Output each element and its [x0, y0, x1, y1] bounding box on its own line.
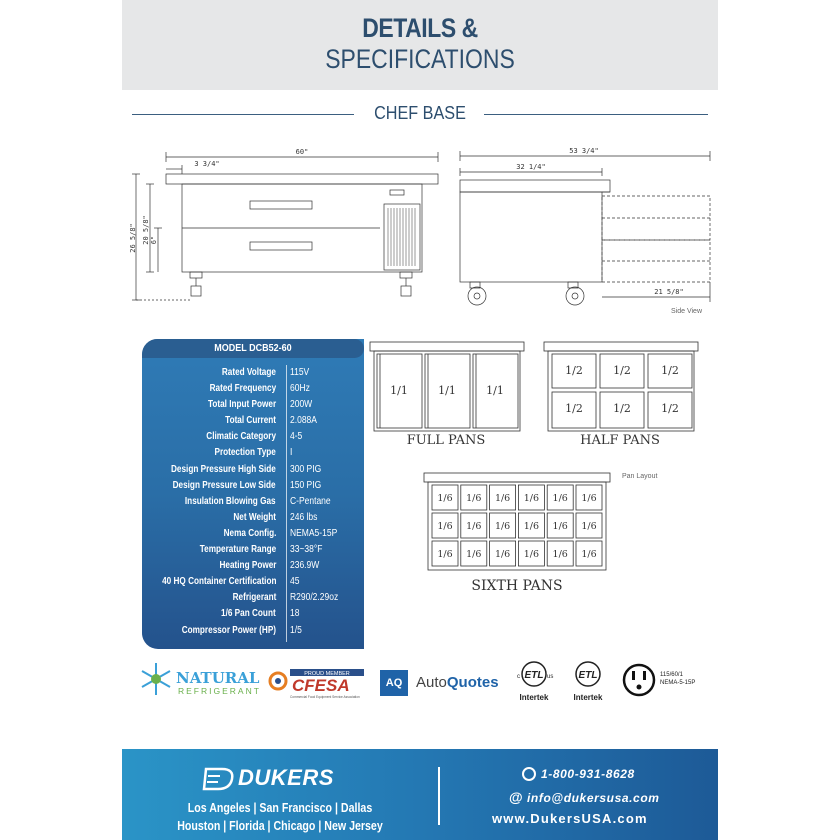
spec-label: Insulation Blowing Gas: [185, 495, 276, 507]
pan-half-cell: 1/2: [613, 364, 631, 377]
spec-label: Net Weight: [233, 511, 276, 523]
footer-banner: [122, 749, 718, 840]
dim-drawer-ext: 21 5/8": [654, 288, 684, 296]
pan-sixth-cell: 1/6: [523, 493, 540, 504]
pan-sixth-cell: 1/6: [523, 521, 540, 532]
model-header: MODEL DCB52-60: [142, 339, 364, 358]
pan-sixth-cell: 1/6: [581, 521, 597, 532]
pan-sixth-cell: 1/6: [466, 521, 482, 532]
cfesa-sub: Commercial Food Equipment Service Association: [290, 695, 360, 699]
pan-sixth-cell: 1/6: [466, 493, 482, 504]
spec-value: 33~38°F: [290, 544, 323, 556]
pan-half-cell: 1/2: [565, 364, 583, 377]
pan-layout-label: Pan Layout: [622, 473, 658, 480]
dim-width: 60": [295, 148, 309, 156]
spec-row: [142, 592, 364, 608]
autoquotes-text-2: Quotes: [446, 674, 499, 691]
spec-label: Design Pressure High Side: [171, 463, 276, 475]
footer-divider: [438, 767, 440, 825]
pan-full-cell: 1/1: [390, 384, 408, 397]
spec-value: 4-5: [290, 431, 303, 443]
natural-text: NATURAL: [176, 669, 260, 687]
spec-row: [142, 625, 364, 641]
pan-sixth-cell: 1/6: [581, 493, 597, 504]
pan-full-cell: 1/1: [438, 384, 456, 397]
spec-label: Temperature Range: [199, 544, 276, 556]
pan-half-cell: 1/2: [661, 364, 679, 377]
spec-row: [142, 447, 364, 463]
phone-icon: [522, 767, 536, 781]
etl-mark: ETL: [524, 670, 544, 681]
phone-number[interactable]: 1-800-931-8628: [541, 767, 635, 781]
title-line-1: DETAILS &: [362, 13, 478, 43]
spec-value: NEMA5-15P: [290, 527, 338, 539]
spec-value: 1/5: [290, 624, 302, 636]
pan-half-cell: 1/2: [613, 402, 631, 415]
pan-sixth-cell: 1/6: [437, 493, 453, 504]
etl-us: us: [547, 674, 554, 680]
header-banner: [122, 0, 718, 90]
etl-logo-1: [512, 657, 558, 707]
dukers-brand: DUKERS: [238, 765, 334, 790]
spec-value: 60Hz: [290, 383, 310, 395]
title-line-2: SPECIFICATIONS: [325, 44, 515, 74]
spec-value: 200W: [290, 399, 313, 411]
email-address[interactable]: info@dukersusa.com: [527, 791, 660, 805]
spec-row: [142, 608, 364, 624]
spec-sheet: [122, 0, 718, 840]
etl-c: c: [517, 674, 520, 680]
spec-row: [142, 512, 364, 528]
dim-depth-total: 53 3/4": [569, 147, 599, 155]
spec-label: Design Pressure Low Side: [173, 479, 276, 491]
pan-half-drawing: [542, 340, 702, 452]
spec-row: [142, 399, 364, 415]
spec-row: [142, 464, 364, 480]
spec-rows: [142, 367, 364, 641]
side-view-drawing: [454, 140, 716, 310]
spec-row: [142, 544, 364, 560]
pan-sixth-cell: 1/6: [494, 521, 511, 532]
spec-label: 1/6 Pan Count: [221, 608, 276, 620]
spec-value: 246 lbs: [290, 511, 318, 523]
certification-logos: [122, 655, 718, 715]
spec-row: [142, 560, 364, 576]
spec-row: [142, 431, 364, 447]
dim-height-body: 20 5/8": [142, 215, 150, 245]
section-title: CHEF BASE: [374, 103, 466, 123]
dim-depth-body: 32 1/4": [516, 163, 546, 171]
dim-height-total: 26 5/8": [129, 223, 137, 253]
spec-value: C-Pentane: [290, 495, 331, 507]
dim-height-legs: 6": [150, 235, 158, 245]
spec-label: Refrigerant: [232, 592, 276, 604]
nema-plug-icon: [622, 661, 712, 701]
pan-sixth-cell: 1/6: [552, 493, 568, 504]
pan-sixth-caption: SIXTH PANS: [471, 578, 563, 594]
spec-row: [142, 367, 364, 383]
autoquotes-text-1: Auto: [416, 674, 447, 691]
pan-full-cell: 1/1: [486, 384, 504, 397]
front-view-drawing: [129, 140, 442, 315]
dukers-logo-icon: [202, 765, 238, 793]
side-view-label: Side View: [671, 308, 703, 315]
cfesa-logo: [268, 667, 368, 703]
spec-row: [142, 496, 364, 512]
plug-rating: 115/60/1: [660, 672, 683, 678]
pan-full-drawing: [368, 340, 528, 452]
pan-half-cell: 1/2: [565, 402, 583, 415]
pan-sixth-cell: 1/6: [552, 549, 568, 560]
spec-label: Heating Power: [219, 560, 276, 572]
spec-value: 45: [290, 576, 300, 588]
spec-label: Protection Type: [214, 447, 276, 459]
spec-row: [142, 528, 364, 544]
spec-value: I: [290, 447, 293, 459]
pan-half-cell: 1/2: [661, 402, 679, 415]
pan-sixth-cell: 1/6: [494, 493, 511, 504]
spec-value: 236.9W: [290, 560, 320, 572]
spec-row: [142, 480, 364, 496]
pan-sixth-cell: 1/6: [437, 521, 453, 532]
spec-value: 150 PIG: [290, 479, 322, 491]
spec-label: Total Input Power: [207, 399, 276, 411]
spec-label: 40 HQ Container Certification: [161, 576, 276, 588]
spec-label: Climatic Category: [206, 431, 276, 443]
refrigerant-text: REFRIGERANT: [178, 686, 261, 696]
pan-sixth-drawing: [422, 470, 622, 598]
etl-logo-2: [566, 657, 612, 707]
website-link[interactable]: www.DukersUSA.com: [492, 811, 648, 826]
pan-sixth-cell: 1/6: [494, 549, 511, 560]
email-icon: @: [509, 789, 523, 805]
spec-row: [142, 576, 364, 592]
spec-row: [142, 383, 364, 399]
dim-offset: 3 3/4": [194, 160, 220, 168]
spec-value: 115V: [290, 367, 310, 378]
cities-line-1: Los Angeles | San Francisco | Dallas: [187, 801, 373, 815]
pan-sixth-cell: 1/6: [523, 549, 540, 560]
spec-value: 18: [290, 608, 300, 620]
spec-label: Rated Voltage: [221, 367, 276, 378]
spec-label: Compressor Power (HP): [181, 624, 276, 636]
cfesa-text: CFESA: [292, 676, 350, 695]
pan-sixth-cell: 1/6: [581, 549, 597, 560]
spec-label: Rated Frequency: [209, 383, 276, 395]
etl-mark: ETL: [578, 670, 598, 681]
pan-full-caption: FULL PANS: [406, 433, 486, 448]
pan-sixth-cell: 1/6: [552, 521, 568, 532]
spec-label: Nema Config.: [223, 527, 276, 539]
spec-value: R290/2.29oz: [290, 592, 339, 604]
pan-sixth-cell: 1/6: [437, 549, 453, 560]
spec-card: [142, 339, 364, 649]
spec-row: [142, 415, 364, 431]
pan-half-caption: HALF PANS: [580, 433, 660, 448]
pan-sixth-cell: 1/6: [466, 549, 482, 560]
spec-value: 300 PIG: [290, 463, 322, 475]
autoquotes-logo: [416, 674, 499, 691]
natural-refrigerant-logo: [140, 659, 260, 699]
cfesa-top: PROUD MEMBER: [304, 671, 350, 677]
cities-line-2: Houston | Florida | Chicago | New Jersey: [177, 819, 383, 833]
spec-value: 2.088A: [290, 415, 317, 427]
aq-icon: AQ: [380, 670, 408, 696]
spec-label: Total Current: [225, 415, 276, 427]
intertek-text: Intertek: [519, 693, 549, 702]
intertek-text: Intertek: [573, 693, 603, 702]
plug-type: NEMA-5-15P: [660, 680, 696, 686]
